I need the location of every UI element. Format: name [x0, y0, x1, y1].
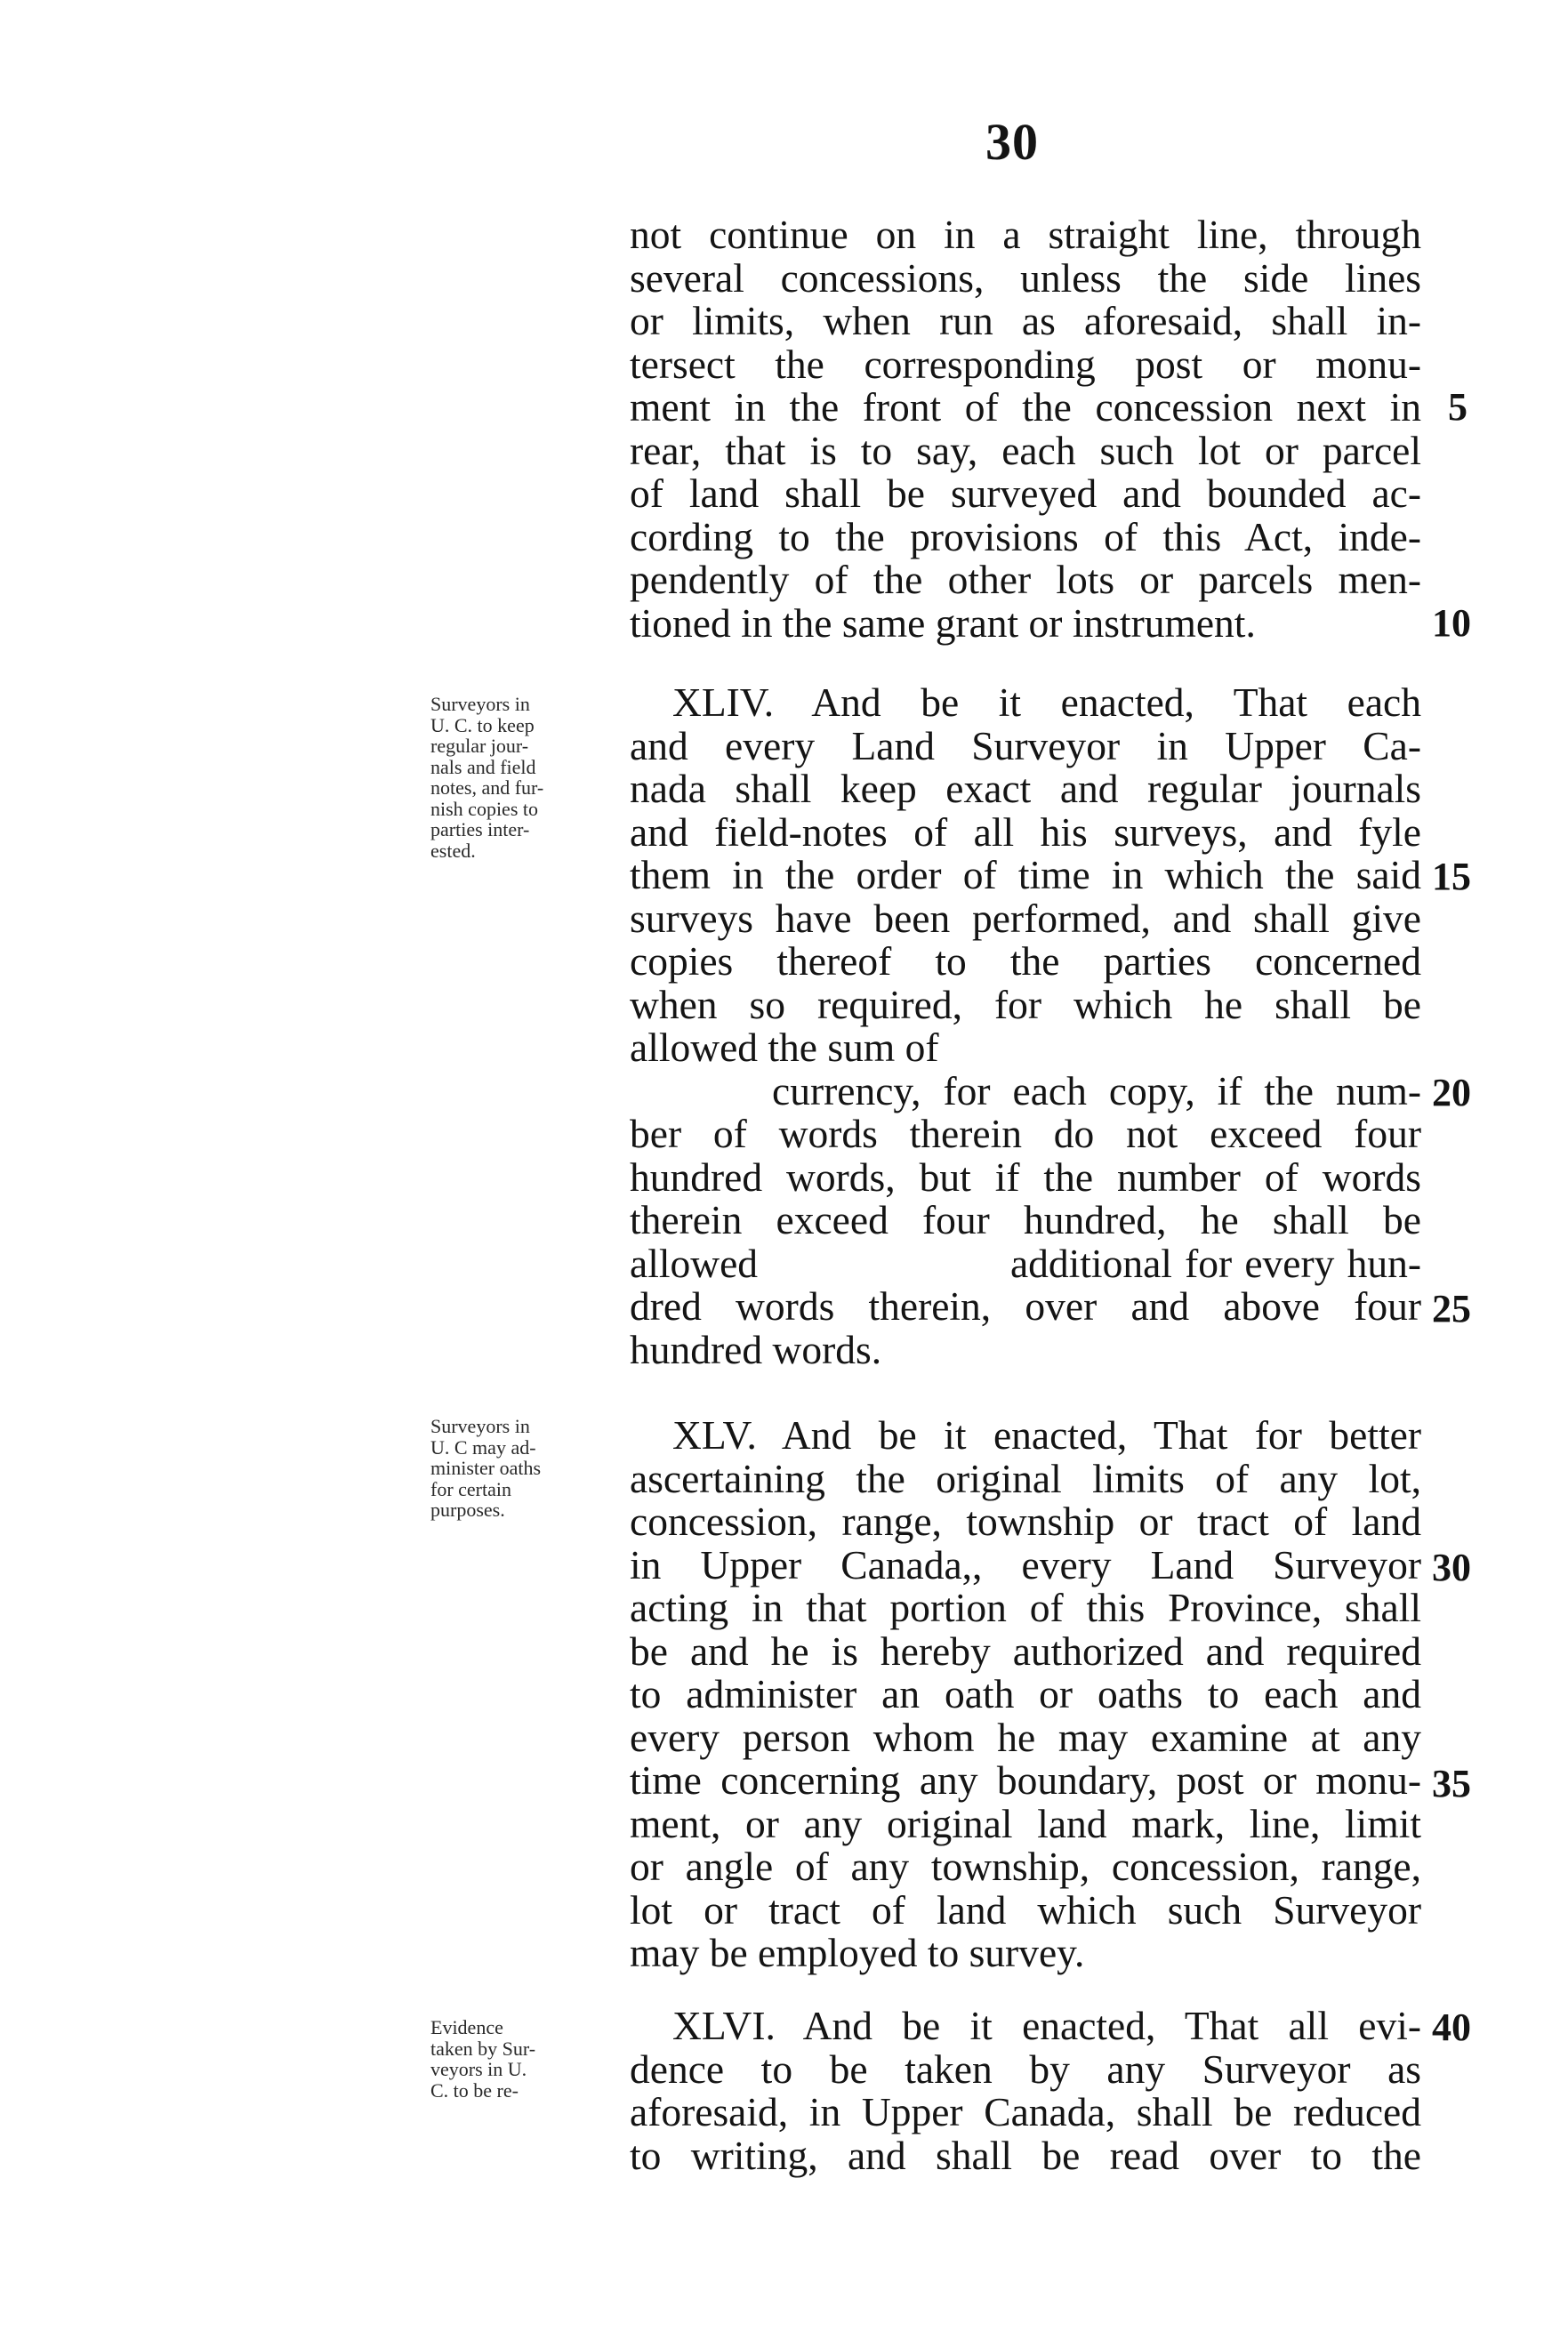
- text-line: time concerning any boundary, post or monu-: [630, 1757, 1421, 1803]
- margin-note-line: nish copies to: [430, 797, 538, 820]
- line-number: 40: [1432, 2005, 1471, 2049]
- text-line: XLVI. And be it enacted, That all evi-: [672, 2003, 1421, 2048]
- margin-note-line: minister oaths: [430, 1457, 542, 1479]
- text-line: dred words therein, over and above four: [630, 1283, 1421, 1329]
- text-line: in Upper Canada,, every Land Surveyor: [630, 1541, 1421, 1587]
- section-xlvi: [630, 2005, 1421, 2177]
- text-line: aforesaid, in Upper Canada, shall be reduced: [630, 2089, 1421, 2134]
- text-line: be and he is hereby authorized and required: [630, 1628, 1421, 1674]
- margin-note-line: parties inter-: [430, 818, 530, 840]
- text-line: not continue on in a straight line, through: [630, 212, 1421, 257]
- section-xlv: [630, 1414, 1421, 1975]
- line-number: 35: [1432, 1762, 1471, 1805]
- text-line: currency, for each copy, if the num-: [772, 1067, 1421, 1113]
- margin-note-line: Surveyors in: [430, 693, 530, 715]
- text-line: tersect the corresponding post or monu-: [630, 341, 1421, 387]
- margin-note-line: notes, and fur-: [430, 776, 544, 799]
- line-number: 25: [1432, 1287, 1471, 1330]
- margin-note-line: Surveyors in: [430, 1415, 530, 1437]
- margin-note-xlvi: [430, 2017, 617, 2101]
- margin-note-line: ested.: [430, 839, 476, 862]
- text-line: of land shall be surveyed and bounded ac-: [630, 470, 1421, 516]
- text-line: to writing, and shall be read over to the: [630, 2132, 1421, 2178]
- text-line: hundred words, but if the number of words: [630, 1153, 1421, 1200]
- text-line: several concessions, unless the side lines: [630, 254, 1421, 301]
- margin-note-line: purposes.: [430, 1499, 505, 1521]
- text-line: concession, range, township or tract of land: [630, 1499, 1421, 1544]
- text-line: acting in that portion of this Province, shall: [630, 1585, 1421, 1630]
- margin-note-xliv: [430, 694, 617, 861]
- margin-note-line: regular jour-: [430, 735, 529, 757]
- text-line: them in the order of time in which the said: [630, 852, 1421, 897]
- margin-note-line: for certain: [430, 1477, 511, 1500]
- text-line: or angle of any township, concession, range,: [630, 1844, 1421, 1889]
- margin-note-line: U. C may ad-: [430, 1435, 536, 1459]
- text-line: allowed additional for every hun-: [630, 1240, 1421, 1286]
- paragraph-intro: [630, 213, 1421, 645]
- text-line: ascertaining the original limits of any lot,: [630, 1455, 1421, 1501]
- text-line: and field-notes of all his surveys, and fyle: [630, 808, 1421, 855]
- text-line: surveys have been performed, and shall give: [630, 895, 1421, 941]
- text-line: rear, that is to say, each such lot or parcel: [630, 427, 1421, 473]
- margin-note-line: veyors in U.: [430, 2058, 527, 2080]
- text-line: hundred words.: [630, 1326, 882, 1372]
- margin-note-xlv: [430, 1416, 617, 1521]
- text-line: therein exceed four hundred, he shall be: [630, 1197, 1421, 1242]
- margin-note-line: nals and field: [430, 755, 536, 778]
- line-number: 20: [1432, 1071, 1471, 1114]
- text-line: dence to be taken by any Surveyor as: [630, 2046, 1421, 2092]
- line-number: 10: [1432, 601, 1471, 645]
- page-number: 30: [985, 113, 1039, 171]
- text-line: may be employed to survey.: [630, 1930, 1085, 1975]
- text-line: when so required, for which he shall be: [630, 981, 1421, 1027]
- text-line: lot or tract of land which such Surveyor: [630, 1886, 1421, 1933]
- text-line: XLIV. And be it enacted, That each: [672, 679, 1421, 725]
- text-line: to administer an oath or oaths to each and: [630, 1671, 1421, 1716]
- margin-note-line: Evidence: [430, 2016, 503, 2038]
- margin-note-line: U. C. to keep: [430, 713, 535, 736]
- text-line: or limits, when run as aforesaid, shall in-: [630, 298, 1421, 343]
- text-line: tioned in the same grant or instrument.: [630, 599, 1256, 646]
- line-number: 5: [1448, 385, 1467, 429]
- text-line: pendently of the other lots or parcels men-: [630, 557, 1421, 602]
- line-number: 15: [1432, 855, 1471, 898]
- text-line: ment in the front of the concession next in: [630, 384, 1421, 430]
- text-line: allowed the sum of: [630, 1025, 939, 1070]
- text-line: ment, or any original land mark, line, limit: [630, 1800, 1421, 1846]
- text-line: copies thereof to the parties concerned: [630, 938, 1421, 984]
- text-line: and every Land Surveyor in Upper Ca-: [630, 722, 1421, 768]
- text-line: XLV. And be it enacted, That for better: [672, 1412, 1421, 1458]
- section-xliv: [630, 681, 1421, 1371]
- text-line: every person whom he may examine at any: [630, 1714, 1421, 1760]
- line-number: 30: [1432, 1546, 1471, 1589]
- text-line: ber of words therein do not exceed four: [630, 1111, 1421, 1156]
- margin-note-line: taken by Sur-: [430, 2037, 536, 2060]
- text-line: nada shall keep exact and regular journals: [630, 766, 1421, 811]
- text-line: cording to the provisions of this Act, inde-: [630, 513, 1421, 559]
- margin-note-line: C. to be re-: [430, 2078, 519, 2102]
